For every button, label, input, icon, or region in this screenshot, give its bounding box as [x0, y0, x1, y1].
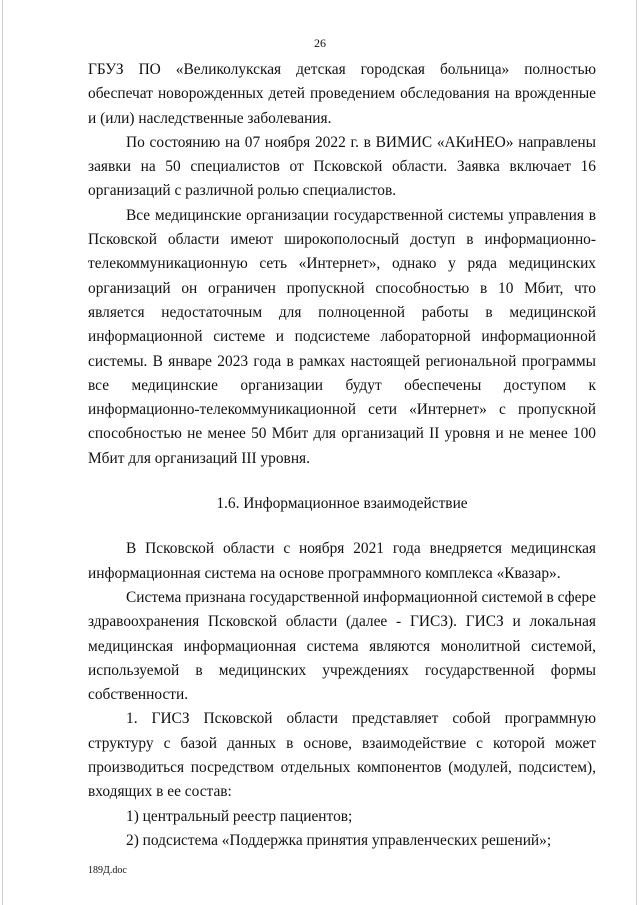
section-heading: 1.6. Информационное взаимодействие [216, 495, 468, 513]
paragraph-internet-access: Все медицинские организации государственной системы управления в Псковской области имеют широкополосный доступ в информационно-телекоммуникационную сеть «Интернет», однако у ряда медицинских организаций он ограничен пропускной способностью в 10 Мбит, что является недостаточным для полноценной работы в медицинской информационной системе и подсистеме лабораторной информационной системы. В январе 2023 года в рамках настоящей региональной программы все медицинские организации будут обеспечены доступом к информационно-телекоммуникационной сети «Интернет» с пропускной способностью не менее 50 Мбит для организаций II уровня и не менее 100 Мбит для организаций III уровня. [88, 206, 596, 467]
document-filename: 189Д.doc [88, 865, 127, 876]
paragraph-hospital: ГБУЗ ПО «Великолукская детская городская больница» полностью обеспечат новорожденных детей проведением обследования на врожденные и (или) наследственные заболевания. [88, 61, 596, 127]
page-number: 26 [314, 36, 326, 50]
paragraph-mis-kvazar: В Псковской области с ноября 2021 года внедряется медицинская информационная система на основе программного комплекса «Квазар». [88, 540, 596, 582]
scan-edge-left [2, 0, 3, 905]
paragraph-gisz: Система признана государственной информационной системой в сфере здравоохранения Псковской области (далее - ГИСЗ). ГИСЗ и локальная медицинская информационная система являются монолитной системой, используемой в медицинских учреждениях государственной формы собственности. [88, 588, 596, 704]
paragraph-gisz-structure: 1. ГИСЗ Псковской области представляет собой программную структуру с базой данных в основе, взаимодействие с которой может производиться посредством отдельных компонентов (модулей, подсистем), входящих в ее состав: [88, 710, 596, 801]
scan-edge-right [636, 0, 637, 905]
list-item: 2) подсистема «Поддержка принятия управленческих решений»; [126, 831, 552, 849]
paragraph-vimis: По состоянию на 07 ноября 2022 г. в ВИМИС «АКиНЕО» направлены заявки на 50 специалистов от Псковской области. Заявка включает 16 организаций с различной ролью специалистов. [88, 133, 596, 200]
document-body [88, 58, 596, 853]
list-item: 1) центральный реестр пациентов; [126, 807, 353, 825]
